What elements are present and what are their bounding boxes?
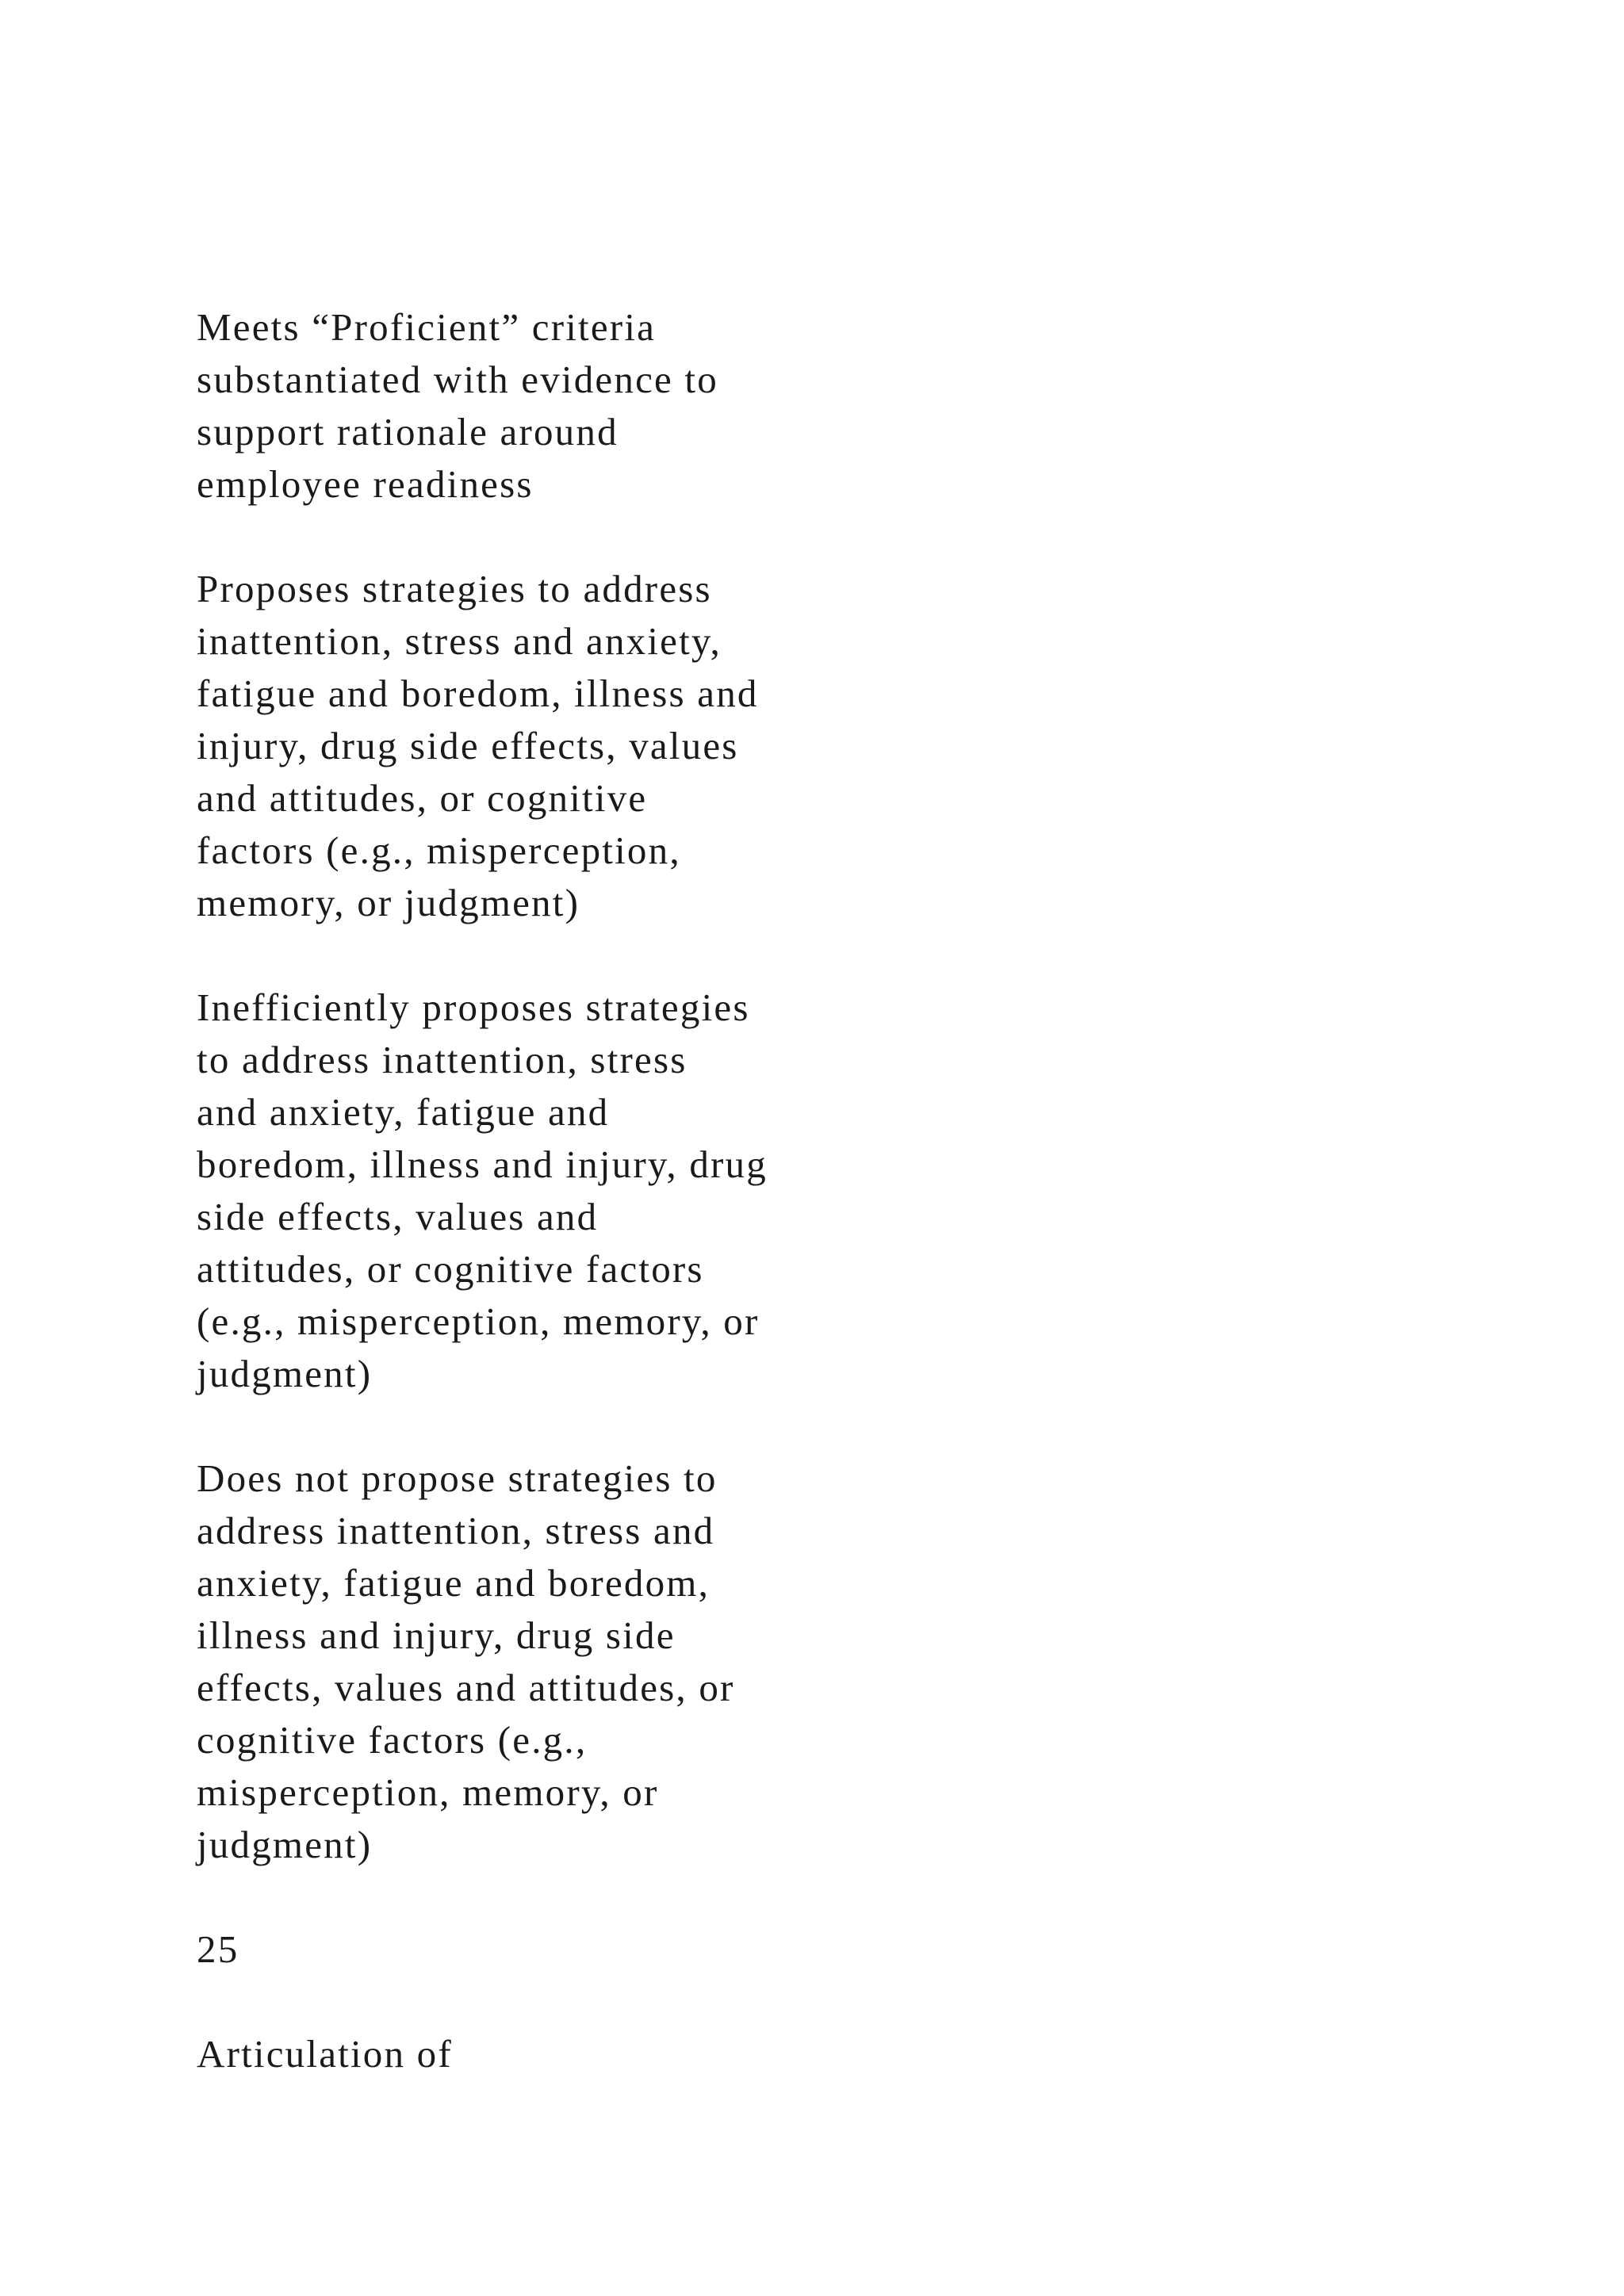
text-line: Articulation of xyxy=(197,2032,453,2076)
text-line: Proposes strategies to address xyxy=(197,567,712,610)
text-line: address inattention, stress and xyxy=(197,1509,715,1552)
text-line: effects, values and attitudes, or xyxy=(197,1666,735,1709)
text-line: inattention, stress and anxiety, xyxy=(197,619,722,663)
not-evident-criteria-paragraph xyxy=(197,1452,910,1871)
text-line: (e.g., misperception, memory, or xyxy=(197,1299,760,1343)
text-line: and attitudes, or cognitive xyxy=(197,776,648,820)
paragraph-spacer xyxy=(197,1400,910,1452)
text-line: factors (e.g., misperception, xyxy=(197,828,681,872)
text-line: misperception, memory, or xyxy=(197,1770,659,1814)
paragraph-spacer xyxy=(197,511,910,563)
text-line: support rationale around xyxy=(197,410,619,453)
criterion-value xyxy=(197,1923,910,1976)
document-page xyxy=(197,301,910,2080)
text-line: memory, or judgment) xyxy=(197,881,580,924)
text-line: and anxiety, fatigue and xyxy=(197,1090,610,1134)
text-line: employee readiness xyxy=(197,462,534,506)
text-line: anxiety, fatigue and boredom, xyxy=(197,1561,710,1605)
text-line: 25 xyxy=(197,1927,239,1971)
text-line: Inefficiently proposes strategies xyxy=(197,985,750,1029)
text-line: side effects, values and xyxy=(197,1195,599,1238)
text-line: boredom, illness and injury, drug xyxy=(197,1142,768,1186)
text-line: cognitive factors (e.g., xyxy=(197,1718,588,1762)
paragraph-spacer xyxy=(197,1871,910,1923)
paragraph-spacer xyxy=(197,1976,910,2028)
text-line: illness and injury, drug side xyxy=(197,1613,676,1657)
paragraph-spacer xyxy=(197,929,910,982)
text-line: Meets “Proficient” criteria xyxy=(197,305,657,349)
needs-improvement-criteria-paragraph xyxy=(197,982,910,1400)
exemplary-criteria-paragraph xyxy=(197,301,910,511)
proficient-criteria-paragraph xyxy=(197,563,910,929)
text-line: judgment) xyxy=(197,1352,373,1395)
text-line: substantiated with evidence to xyxy=(197,358,718,401)
text-line: fatigue and boredom, illness and xyxy=(197,672,759,715)
text-line: attitudes, or cognitive factors xyxy=(197,1247,704,1291)
text-line: judgment) xyxy=(197,1823,373,1866)
text-line: Does not propose strategies to xyxy=(197,1456,718,1500)
text-line: injury, drug side effects, values xyxy=(197,724,739,767)
criterion-heading xyxy=(197,2028,910,2080)
text-line: to address inattention, stress xyxy=(197,1038,688,1081)
